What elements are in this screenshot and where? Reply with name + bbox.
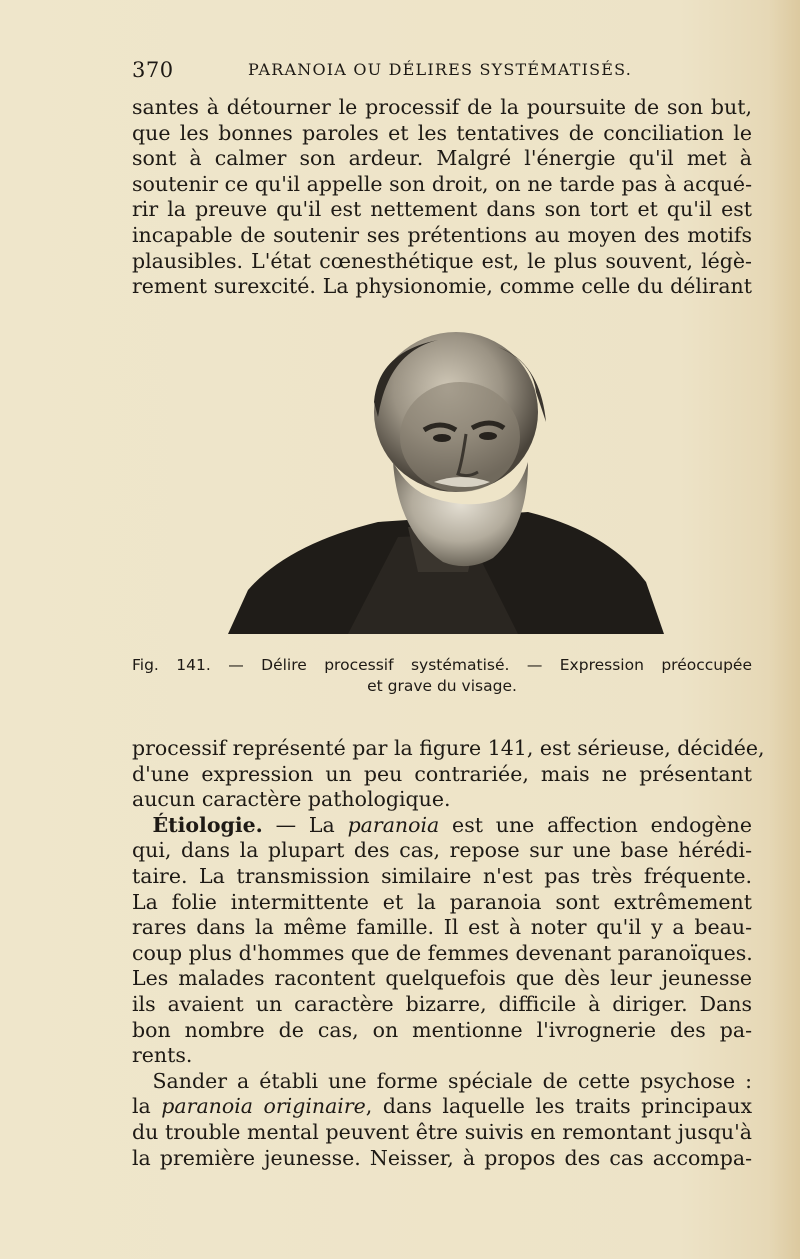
text-line: bon nombre de cas, on mentionne l'ivrognerie des pa- [132,1017,752,1042]
text-line: processif représenté par la figure 141, est sérieuse, décidée, [132,736,765,760]
portrait-photograph [228,322,664,636]
text-line: rares dans la même famille. Il est à noter qu'il y a beau- [132,915,752,940]
text-line [132,1069,752,1095]
text-line: sont à calmer son ardeur. Malgré l'énergie qu'il met à [132,146,752,171]
caption-line: et grave du visage. [367,677,517,695]
figure-caption [132,655,752,697]
text-line: qui, dans la plupart des cas, repose sur une base hérédi- [132,838,752,863]
text-line: d'une expression un peu contrariée, mais ne présentant [132,761,752,786]
text-line: soutenir ce qu'il appelle son droit, on ne tarde pas à acqué- [132,171,752,196]
section-heading: Étiologie. [152,812,263,837]
text-line: ils avaient un caractère bizarre, difficile à diriger. Dans [132,991,752,1016]
text-span: la [132,1094,162,1119]
text-line: Les malades racontent quelquefois que dès leur jeunesse [132,966,752,991]
text-line: santes à détourner le processif de la poursuite de son but, [132,95,752,119]
text-line: aucun caractère pathologique. [132,787,451,812]
text-line: plausibles. L'état cœnesthétique est, le plus souvent, légè- [132,248,752,273]
text-line [132,1094,752,1120]
text-line: coup plus d'hommes que de femmes devenant paranoïques. [132,940,753,965]
italic-term: paranoia [347,812,440,837]
text-line: rement surexcité. La physionomie, comme celle du délirant [132,274,752,299]
text-line: rir la preuve qu'il est nettement dans son tort et qu'il est [132,197,752,222]
text-span: — La [262,812,348,837]
text-line: que les bonnes paroles et les tentatives de conciliation le [132,120,752,145]
caption-line: Fig. 141. — Délire processif systématisé. — Expression préoccupée [132,656,752,674]
italic-term: paranoia originaire [161,1094,366,1119]
text-line: incapable de soutenir ses prétentions au moyen des motifs [132,222,752,247]
page-number: 370 [132,58,174,82]
text-span: est une affection endogène [439,812,753,837]
text-line [132,813,752,839]
text-line: taire. La transmission similaire n'est pas très fréquente. [132,863,752,888]
text-line: rents. [132,1043,193,1068]
text-line: La folie intermittente et la paranoia sont extrêmement [132,889,752,914]
top-paragraph [132,95,752,300]
text-line: du trouble mental peuvent être suivis en remontant jusqu'à [132,1119,752,1144]
running-title: PARANOIA OU DÉLIRES SYSTÉMATISÉS. [248,60,633,79]
text-span: Sander a établi une forme spéciale de cette psychose : [152,1068,752,1093]
bottom-paragraphs [132,736,765,1171]
text-line: la première jeunesse. Neisser, à propos des cas accompa- [132,1145,752,1170]
text-span: , dans laquelle les traits principaux [365,1094,753,1119]
